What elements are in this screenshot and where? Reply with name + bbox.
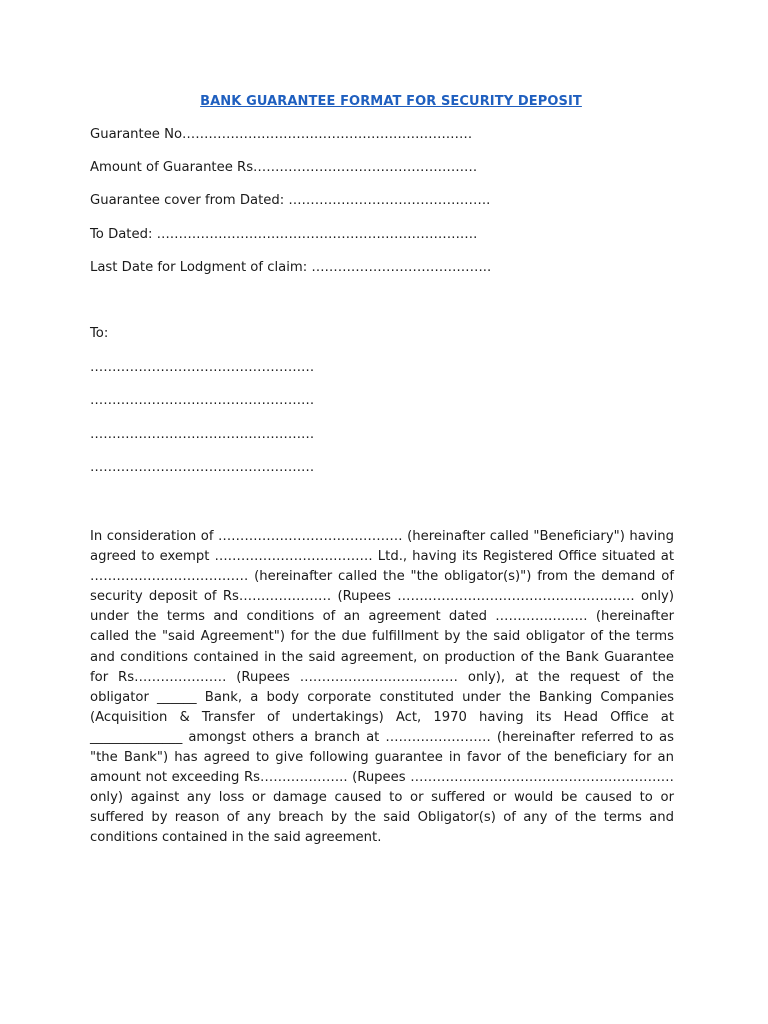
to-label: To:	[90, 326, 109, 341]
consideration-paragraph: In consideration of …………………………………… (hereinafter called "Beneficiary") having agreed to exempt ……………………………… Ltd., having its Registered Office situated at ……………………………… (hereinafter called the "the obligator(s)") from the demand of security deposit of Rs………………… (Rupees ……………………………………………… only) under the terms and conditions of an agreement dated ………………… (hereinafter called the "said Agreement") for the due fulfillment by the said obligator of the terms and conditions contained in the said agreement, on production of the Bank Guarantee for Rs………………… (Rupees ……………………………… only), at the request of the obligator ______ Bank, a body corporate constituted under the Banking Companies (Acquisition & Transfer of undertakings) Act, 1970 having its Head Office at ______________ amongst others a branch at …………………… (hereinafter referred to as "the Bank") has agreed to give following guarantee in favor of the beneficiary for an amount not exceeding Rs……………….. (Rupees …………………………………………………… only) against any loss or damage caused to or suffered or would be caused to or suffered by reason of any breach by the said Obligator(s) of any of the terms and conditions contained in the said agreement.	[90, 529, 674, 846]
field-to-dated: To Dated: ……………………………………………………………….	[90, 227, 478, 242]
address-line-3: ……………………………………………	[90, 427, 315, 442]
document-title: BANK GUARANTEE FORMAT FOR SECURITY DEPOSIT	[200, 94, 582, 109]
field-last-date-lodgment: Last Date for Lodgment of claim: …………………………………..	[90, 260, 492, 275]
address-line-2: ……………………………………………	[90, 393, 315, 408]
field-amount-of-guarantee: Amount of Guarantee Rs……………………………………………	[90, 160, 478, 175]
field-guarantee-cover-from: Guarantee cover from Dated: ……………………………………….	[90, 193, 491, 208]
address-line-1: ……………………………………………	[90, 360, 315, 375]
field-guarantee-no: Guarantee No…………………………………………………………	[90, 127, 473, 142]
address-line-4: ……………………………………………	[90, 460, 315, 475]
